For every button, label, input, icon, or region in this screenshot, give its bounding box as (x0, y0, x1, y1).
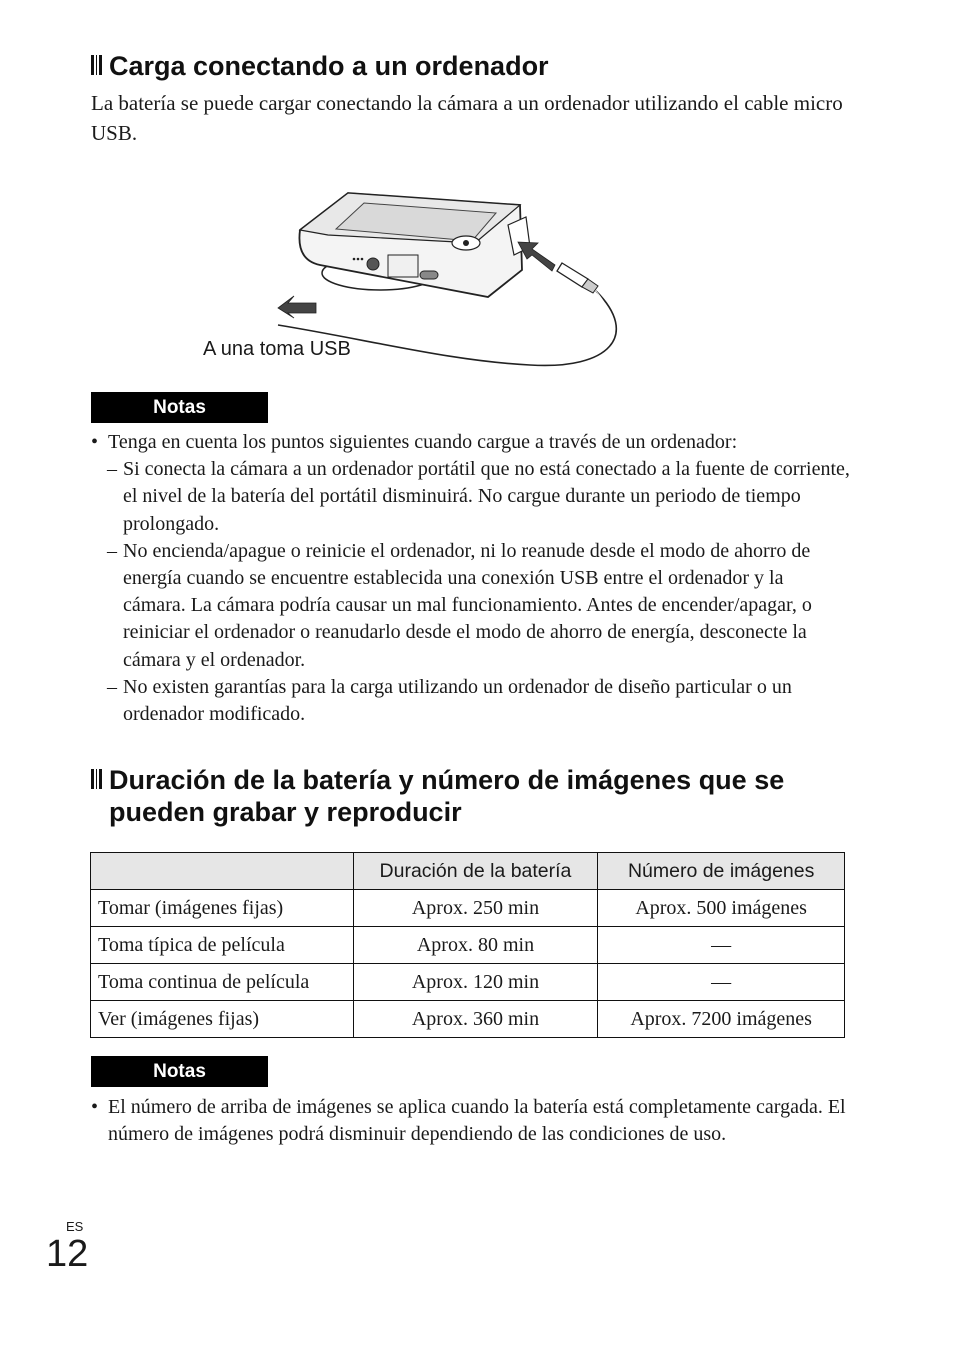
table-row (91, 927, 845, 964)
note-subitem (91, 674, 851, 728)
image-count: Aprox. 500 imágenes (598, 890, 845, 927)
notes-list (91, 1094, 851, 1148)
battery-duration: Aprox. 360 min (353, 1001, 598, 1038)
notes-list (91, 429, 851, 728)
table-row (91, 964, 845, 1001)
header-cell: Número de imágenes (598, 853, 845, 890)
note-subitem (91, 538, 851, 674)
battery-duration: Aprox. 80 min (353, 927, 598, 964)
figure-caption: A una toma USB (203, 338, 351, 360)
page-number: 12 (46, 1233, 89, 1275)
section-title-line2: pueden grabar y reproducir (109, 797, 462, 827)
image-count: — (598, 927, 845, 964)
section-marker-icon (91, 55, 102, 75)
note-subitem-text: Si conecta la cámara a un ordenador portátil que no está conectado a la fuente de corriente, el nivel de la batería del portátil disminuirá. No cargue durante un periodo de tiempo prolongado. (123, 458, 850, 535)
table-row (91, 890, 845, 927)
notes-label: Notas (91, 392, 268, 423)
note-subitem (91, 456, 851, 538)
battery-duration: Aprox. 250 min (353, 890, 598, 927)
row-label: Toma continua de película (91, 964, 354, 1001)
battery-duration: Aprox. 120 min (353, 964, 598, 1001)
header-cell (91, 853, 354, 890)
row-label: Ver (imágenes fijas) (91, 1001, 354, 1038)
image-count: Aprox. 7200 imágenes (598, 1001, 845, 1038)
section-title: Carga conectando a un ordenador (109, 51, 549, 81)
table-header-row (91, 853, 845, 890)
notes-label: Notas (91, 1056, 268, 1087)
note-bullet: • Tenga en cuenta los puntos siguientes cuando cargue a través de un ordenador: (91, 429, 851, 456)
battery-table (90, 852, 845, 1038)
dash-marker: – (107, 675, 117, 698)
table-row (91, 1001, 845, 1038)
dash-marker: – (107, 539, 117, 562)
section-heading-battery-life (91, 764, 784, 828)
row-label: Toma típica de película (91, 927, 354, 964)
section-title-line1: Duración de la batería y número de imágenes que se (109, 765, 785, 795)
row-label: Tomar (imágenes fijas) (91, 890, 354, 927)
intro-paragraph: La batería se puede cargar conectando la cámara a un ordenador utilizando el cable micro USB. (91, 91, 843, 145)
note-subitem-text: No existen garantías para la carga utilizando un ordenador de diseño particular o un ordenador modificado. (123, 675, 792, 726)
dash-marker: – (107, 458, 117, 481)
section-heading-charging (91, 50, 549, 82)
section-marker-icon (91, 769, 102, 789)
note-bullet: • El número de arriba de imágenes se aplica cuando la batería está completamente cargada. El número de imágenes podrá disminuir dependiendo de las condiciones de uso. (91, 1094, 851, 1148)
note-subitem-text: No encienda/apague o reinicie el ordenador, ni lo reanude desde el modo de ahorro de energía cuando se encuentre establecida una conexión USB entre el ordenador y la cámara. La cámara podría causar un mal funcionamiento. Antes de encender/apagar, o reiniciar el ordenador o reanudarlo desde el modo de ahorro de energía, desconecte la cámara y el ordenador. (123, 539, 812, 671)
language-code: ES (66, 1219, 84, 1234)
image-count: — (598, 964, 845, 1001)
header-cell: Duración de la batería (353, 853, 598, 890)
